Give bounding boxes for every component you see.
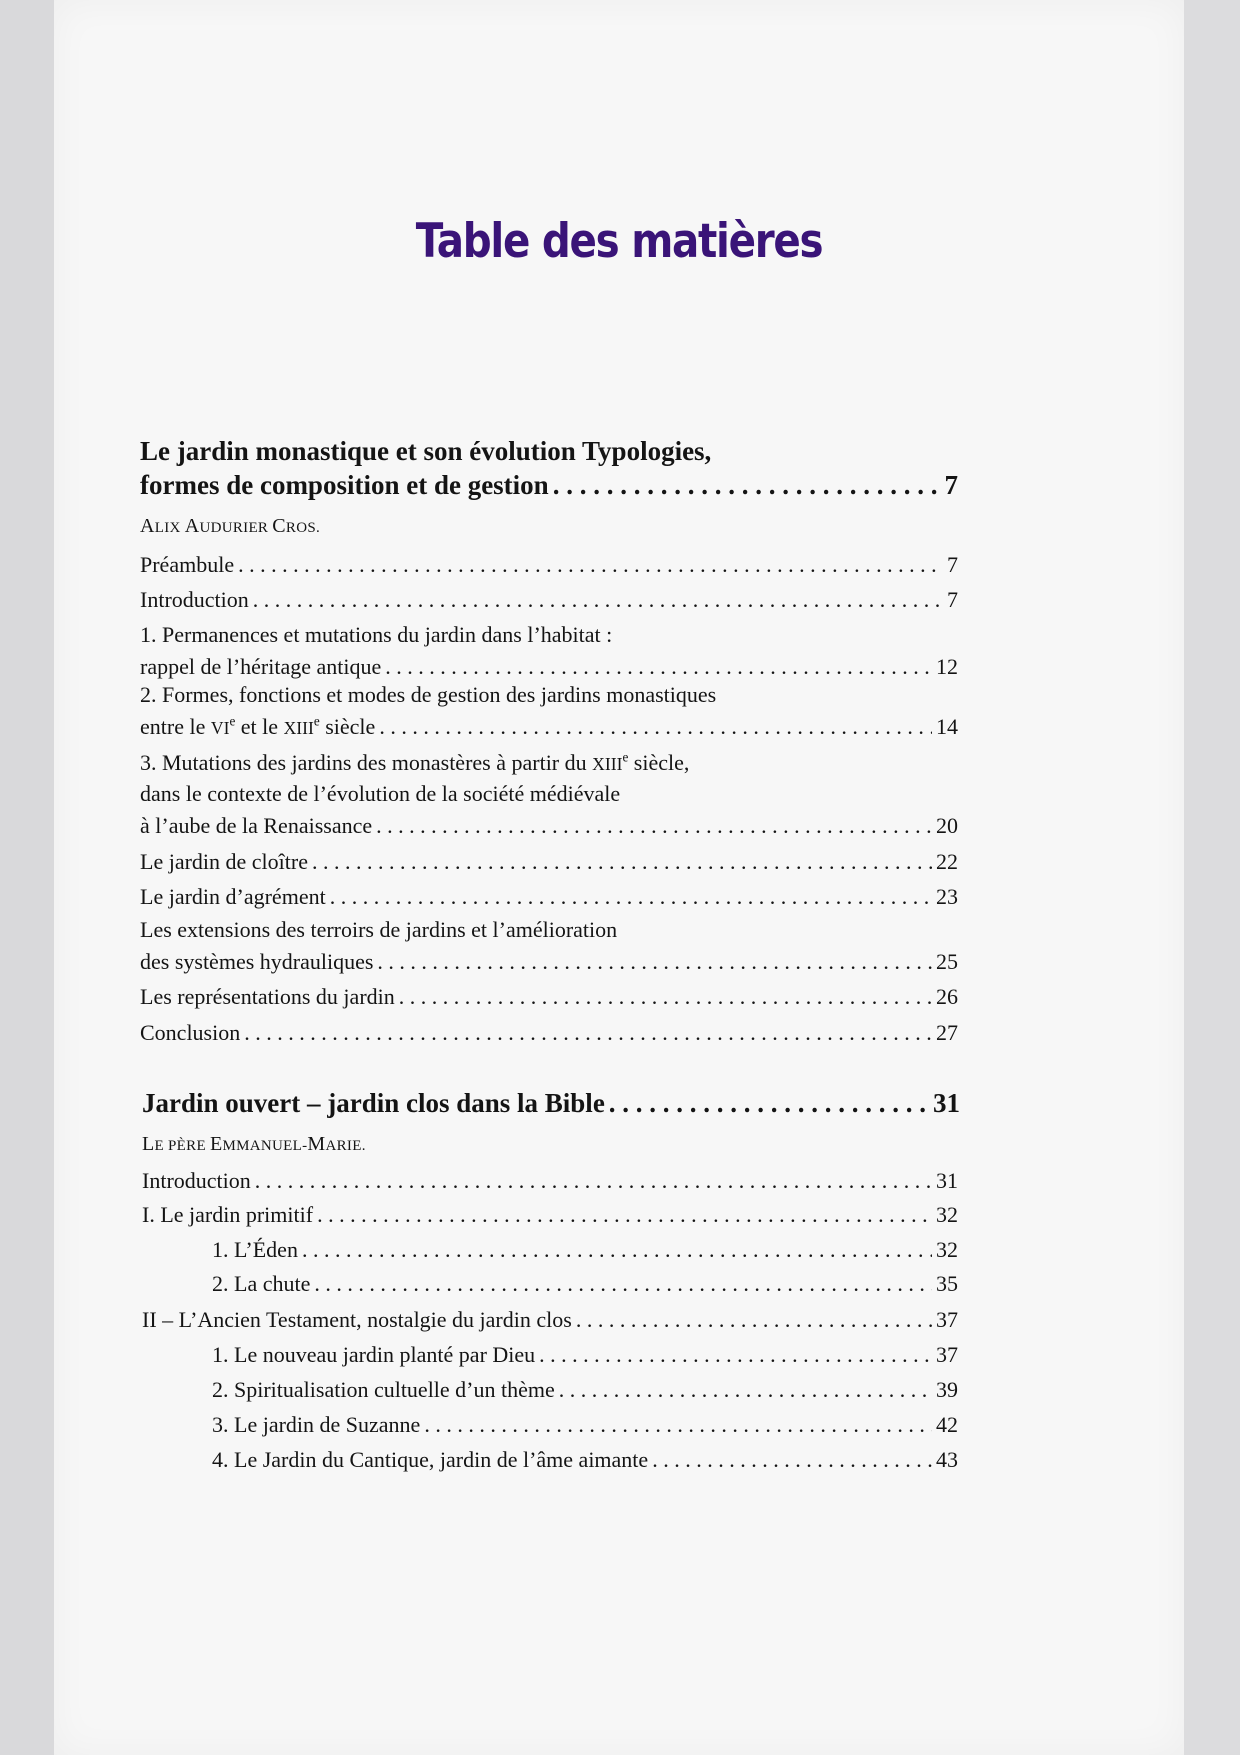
toc-entry-title: I. Le jardin primitif [142,1202,314,1227]
dot-leader [255,1168,932,1194]
dot-leader [377,949,932,975]
toc-entry-title: 1. Le nouveau jardin planté par Dieu [212,1342,536,1367]
page-number: 37 [936,1342,958,1367]
page-number: 39 [936,1377,958,1402]
section-heading-line1: Le jardin monastique et son évolution Typologies, [140,436,712,466]
toc-entry-title: 4. Le Jardin du Cantique, jardin de l’âme aimante [212,1447,649,1472]
toc-entry[interactable] [212,1412,958,1438]
toc-entry[interactable] [212,1342,958,1368]
toc-entry[interactable] [140,654,958,680]
toc-entry-title: Préambule [140,552,235,577]
dot-leader [553,470,941,501]
dot-leader [652,1447,932,1473]
page-number: 7 [947,552,958,577]
toc-entry-title: 2. Spiritualisation cultuelle d’un thème [212,1377,555,1402]
toc-entry-title: à l’aube de la Renaissance [140,813,373,838]
page-number: 25 [936,949,958,974]
author-name: LE PÈRE EMMANUEL-MARIE. [142,1133,366,1155]
dot-leader [576,1307,932,1333]
toc-entry-line1: 2. Formes, fonctions et modes de gestion des jardins monastiques [140,682,717,707]
toc-entry-title: II – L’Ancien Testament, nostalgie du jardin clos [142,1307,572,1332]
page-number: 35 [936,1271,958,1296]
toc-entry[interactable] [140,813,958,839]
toc-entry[interactable] [212,1447,958,1473]
page-number: 42 [936,1412,958,1437]
section-heading-entry[interactable] [142,1088,960,1119]
toc-entry[interactable] [140,849,958,875]
toc-entry[interactable] [212,1271,958,1297]
author-name: ALIX AUDURIER CROS. [140,515,321,537]
dot-leader [312,849,932,875]
toc-entry-title: des systèmes hydrauliques [140,949,374,974]
toc-entry-title: 1. L’Éden [212,1237,298,1262]
page-number: 31 [933,1088,960,1118]
dot-leader [376,813,932,839]
toc-entry[interactable] [140,714,958,740]
toc-entry-title: Introduction [140,587,249,612]
toc-entry[interactable] [140,884,958,910]
page-number: 14 [936,714,958,739]
toc-entry-line1: 1. Permanences et mutations du jardin dans l’habitat : [140,622,613,647]
toc-entry-line1: 3. Mutations des jardins des monastères à partir du XIIIe siècle, [140,749,690,775]
dot-leader [385,654,932,680]
toc-entry-title: Conclusion [140,1020,241,1045]
page-number: 7 [947,587,958,612]
page-number: 27 [936,1020,958,1045]
toc-entry[interactable] [140,984,958,1010]
page-number: 26 [936,984,958,1009]
toc-entry[interactable] [140,587,958,613]
dot-leader [244,1020,932,1046]
dot-leader [609,1088,929,1119]
dot-leader [539,1342,932,1368]
section-heading: Jardin ouvert – jardin clos dans la Bible [142,1088,605,1118]
page-number: 43 [936,1447,958,1472]
dot-leader [399,984,932,1010]
page-number: 37 [936,1307,958,1332]
left-page-edge [0,0,54,1755]
toc-entry[interactable] [212,1237,958,1263]
toc-entry-title: rappel de l’héritage antique [140,654,382,679]
page-number: 32 [936,1202,958,1227]
section-heading-entry[interactable] [140,470,958,501]
toc-entry[interactable] [212,1377,958,1403]
toc-entry-title: entre le VIe et le XIIIe siècle [140,713,376,739]
page-number: 22 [936,849,958,874]
page-number: 23 [936,884,958,909]
page-number: 12 [936,654,958,679]
dot-leader [379,714,932,740]
toc-entry-title: Le jardin d’agrément [140,884,326,909]
toc-entry-title: 2. La chute [212,1271,311,1296]
page-number: 7 [944,470,958,500]
toc-entry-title: Les représentations du jardin [140,984,395,1009]
section-heading-line2: formes de composition et de gestion [140,470,549,500]
page-number: 20 [936,813,958,838]
toc-entry-title: 3. Le jardin de Suzanne [212,1412,421,1437]
page-title: Table des matières [415,214,823,269]
dot-leader [238,552,943,578]
dot-leader [424,1412,932,1438]
book-page [54,0,1184,1755]
dot-leader [559,1377,932,1403]
toc-entry[interactable] [142,1168,958,1194]
toc-entry[interactable] [140,1020,958,1046]
page-number: 31 [936,1168,958,1193]
toc-entry-line1: Les extensions des terroirs de jardins et l’amélioration [140,917,618,942]
dot-leader [317,1202,932,1228]
dot-leader [314,1271,932,1297]
toc-entry-line2: dans le contexte de l’évolution de la société médiévale [140,781,621,806]
toc-entry[interactable] [142,1202,958,1228]
toc-entry[interactable] [140,949,958,975]
toc-entry[interactable] [140,552,958,578]
dot-leader [302,1237,932,1263]
dot-leader [330,884,932,910]
toc-entry-title: Le jardin de cloître [140,849,308,874]
page-number: 32 [936,1237,958,1262]
toc-entry-title: Introduction [142,1168,251,1193]
right-page-edge [1184,0,1240,1755]
toc-entry[interactable] [142,1307,958,1333]
dot-leader [253,587,943,613]
